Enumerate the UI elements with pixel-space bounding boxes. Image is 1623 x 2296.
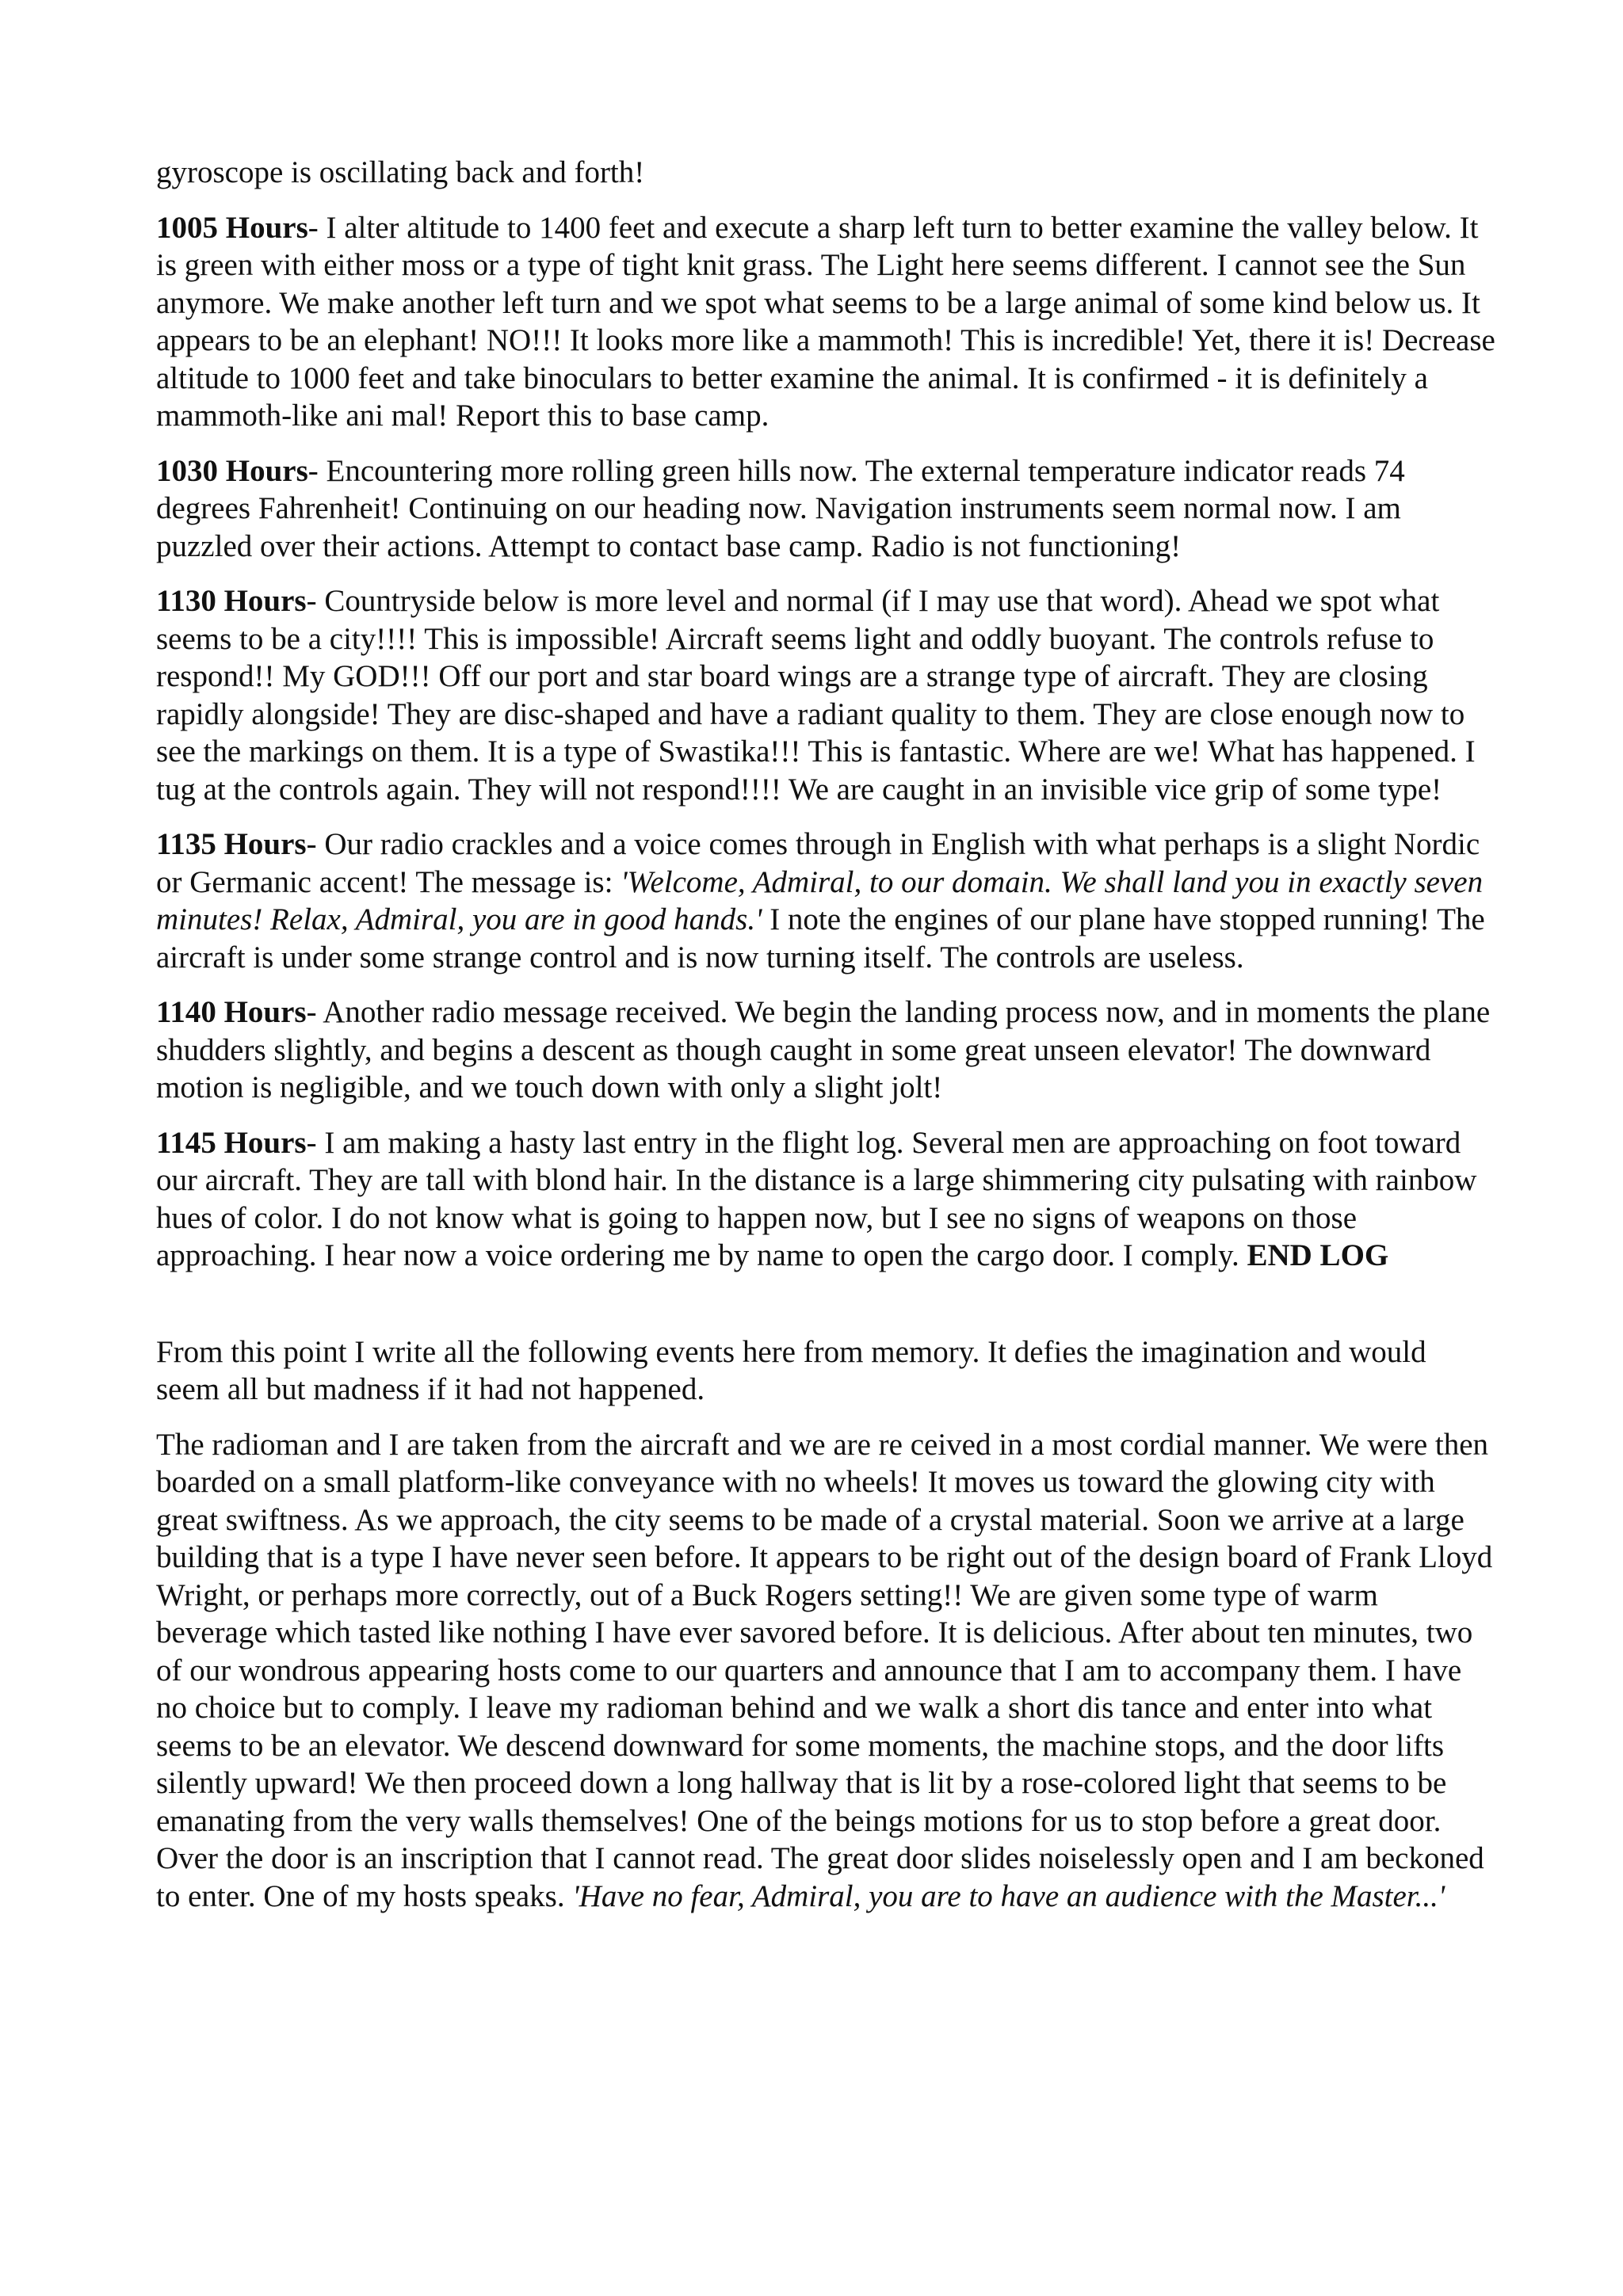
log-time-1140: 1140 Hours	[156, 995, 307, 1029]
log-time-1135: 1135 Hours	[156, 827, 307, 861]
log-entry-1140	[156, 994, 1495, 1107]
log-text-1135-after: I note the engines of our plane have stopped running! The aircraft is under some strange control and is now turning itself. The controls are useless.	[156, 902, 1485, 974]
log-entry-1030	[156, 452, 1495, 566]
log-time-1005: 1005 Hours	[156, 210, 308, 245]
log-text-1135-before: - Our radio crackles and a voice comes through in English with what perhaps is a slight Nordic or Germanic accent! The message is:	[156, 827, 1480, 899]
memory-paragraph-1	[156, 1333, 1495, 1409]
log-entry-1145	[156, 1124, 1495, 1275]
log-text-1005: - I alter altitude to 1400 feet and execute a sharp left turn to better examine the valley below. It is green with either moss or a type of tight knit grass. The Light here seems different. I cannot see the Sun anymore. We make another left turn and we spot what seems to be a large animal of some kind below us. It appears to be an elephant! NO!!! It looks more like a mammoth! This is incredible! Yet, there it is! Decrease altitude to 1000 feet and take binoculars to better examine the animal. It is confirmed - it is definitely a mammoth-like ani mal! Report this to base camp.	[156, 210, 1495, 433]
memory-text-2: The radioman and I are taken from the aircraft and we are re ceived in a most cordial manner. We were then boarded on a small platform-like conveyance with no wheels! It moves us toward the glowing city with great swiftness. As we approach, the city seems to be made of a crystal material. Soon we arrive at a large building that is a type I have never seen before. It appears to be right out of the design board of Frank Lloyd Wright, or perhaps more correctly, out of a Buck Rogers setting!! We are given some type of warm beverage which tasted like nothing I have ever savored before. It is delicious. After about ten minutes, two of our wondrous appearing hosts come to our quarters and announce that I am to accompany them. I have no choice but to comply. I leave my radioman behind and we walk a short dis tance and enter into what seems to be an elevator. We descend downward for some moments, the machine stops, and the door lifts silently upward! We then proceed down a long hallway that is lit by a rose-colored light that seems to be emanating from the very walls themselves! One of the beings motions for us to stop before a great door. Over the door is an inscription that I cannot read. The great door slides noiselessly open and I am beckoned to enter. One of my hosts speaks.	[156, 1427, 1493, 1913]
log-entry-1130	[156, 582, 1495, 808]
log-fragment-text: gyroscope is oscillating back and forth!	[156, 155, 645, 189]
document-page	[156, 154, 1495, 1932]
log-time-1130: 1130 Hours	[156, 584, 307, 618]
log-text-1030: - Encountering more rolling green hills now. The external temperature indicator reads 74 degrees Fahrenheit! Continuing on our heading now. Navigation instruments seem normal now. I am puzzled over their actions. Attempt to contact base camp. Radio is not functioning!	[156, 453, 1405, 563]
log-time-1030: 1030 Hours	[156, 453, 308, 488]
log-fragment-paragraph	[156, 154, 1495, 192]
log-text-1145: - I am making a hasty last entry in the flight log. Several men are approaching on foot toward our aircraft. They are tall with blond hair. In the distance is a large shimmering city pulsating with rainbow hues of color. I do not know what is going to happen now, but I see no signs of weapons on those approaching. I hear now a voice ordering me by name to open the cargo door. I comply.	[156, 1125, 1477, 1272]
radio-message-quote: 'Welcome, Admiral, to our domain. We shall land you in exactly seven minutes! Relax, Admiral, you are in good hands.'	[156, 864, 1484, 936]
log-text-1140: - Another radio message received. We begin the landing process now, and in moments the plane shudders slightly, and begins a descent as though caught in some great unseen elevator! The downward motion is negligible, and we touch down with only a slight jolt!	[156, 995, 1491, 1104]
log-text-1130: - Countryside below is more level and normal (if I may use that word). Ahead we spot what seems to be a city!!!! This is impossible! Aircraft seems light and oddly buoyant. The controls refuse to respond!! My GOD!!! Off our port and star board wings are a strange type of aircraft. They are closing rapidly alongside! They are disc-shaped and have a radiant quality to them. They are close enough now to see the markings on them. It is a type of Swastika!!! This is fantastic. Where are we! What has happened. I tug at the controls again. They will not respond!!!! We are caught in an invisible vice grip of some type!	[156, 584, 1476, 807]
log-entry-1005	[156, 209, 1495, 435]
host-quote: 'Have no fear, Admiral, you are to have an audience with the Master...'	[572, 1878, 1445, 1913]
log-entry-1135	[156, 826, 1495, 976]
memory-text-1: From this point I write all the following events here from memory. It defies the imagination and would seem all but madness if it had not happened.	[156, 1334, 1426, 1406]
memory-paragraph-2	[156, 1426, 1495, 1916]
end-log-label: END LOG	[1247, 1238, 1389, 1272]
log-time-1145: 1145 Hours	[156, 1125, 307, 1160]
